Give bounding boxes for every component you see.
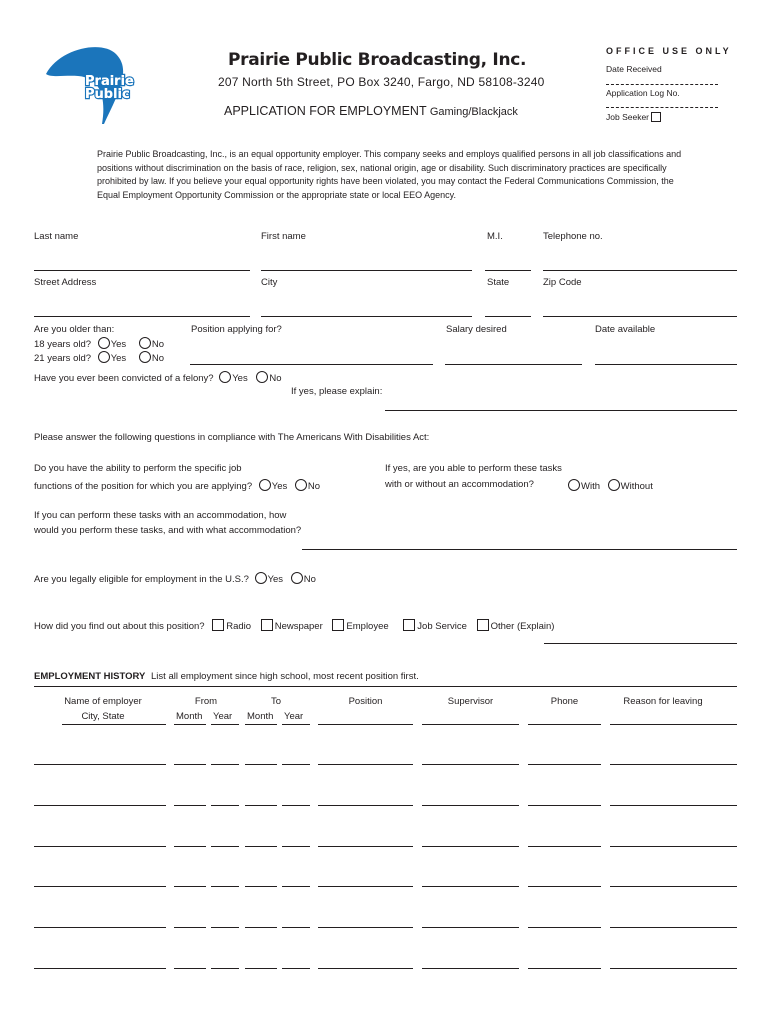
source-radio-label: Radio (226, 621, 252, 632)
hdr-rule-to-month (245, 724, 277, 725)
age21-label: 21 years old? (34, 353, 92, 364)
employment-row-3-to-year-field[interactable] (282, 846, 310, 847)
office-use-heading: OFFICE USE ONLY (606, 46, 732, 56)
col-position: Position (348, 696, 383, 707)
ada-q3-line2: would you perform these tasks, and with what accommodation? (34, 525, 302, 536)
eligible-no-radio[interactable] (291, 572, 303, 584)
hdr-rule-from-month (174, 724, 206, 725)
employment-row-5-phone-field[interactable] (528, 927, 601, 928)
employment-subheading: List all employment since high school, most recent position first. (151, 671, 419, 682)
employment-row-2-to-month-field[interactable] (245, 805, 277, 806)
age18-yes-label: Yes (110, 339, 127, 350)
employment-row-6-to-year-field[interactable] (282, 968, 310, 969)
employment-row-2-supervisor-field[interactable] (422, 805, 519, 806)
age21-yes-radio[interactable] (98, 351, 110, 363)
employment-row-1-employer-field[interactable] (34, 764, 166, 765)
date-available-label: Date available (595, 324, 656, 335)
ada-q1-row (34, 479, 320, 492)
employment-row-1-to-year-field[interactable] (282, 764, 310, 765)
org-name: Prairie Public Broadcasting, Inc. (228, 50, 527, 70)
state-field[interactable] (485, 316, 531, 317)
ada-q2-without-label: Without (620, 481, 653, 492)
employment-row-3-reason-field[interactable] (610, 846, 737, 847)
ada-q3-line1: If you can perform these tasks with an accommodation, how (34, 510, 287, 521)
app-log-field[interactable] (606, 107, 718, 108)
employment-row-4-from-month-field[interactable] (174, 886, 206, 887)
source-newspaper-checkbox[interactable] (261, 619, 273, 631)
source-jobservice-label: Job Service (417, 621, 467, 632)
eligible-yes-label: Yes (267, 574, 284, 585)
application-title (224, 104, 518, 118)
felony-row (34, 371, 282, 384)
felony-yes-label: Yes (232, 373, 248, 384)
ada-q1-no-radio[interactable] (295, 479, 307, 491)
employment-row-6-employer-field[interactable] (34, 968, 166, 969)
first-name-label: First name (261, 231, 306, 242)
felony-no-radio[interactable] (256, 371, 268, 383)
hdr-rule-employer (62, 724, 166, 725)
employment-heading-row (34, 671, 419, 682)
older-than-label: Are you older than: (34, 324, 115, 335)
employment-row-1-reason-field[interactable] (610, 764, 737, 765)
ada-q2-line1: If yes, are you able to perform these tasks (385, 463, 562, 474)
employment-row-1-supervisor-field[interactable] (422, 764, 519, 765)
employment-row-6-phone-field[interactable] (528, 968, 601, 969)
eligible-no-label: No (303, 574, 316, 585)
age21-no-radio[interactable] (139, 351, 151, 363)
employment-row-6-to-month-field[interactable] (245, 968, 277, 969)
employment-row-1-position-field[interactable] (318, 764, 413, 765)
hdr-rule-position (318, 724, 413, 725)
col-to-month: Month (247, 711, 274, 722)
employment-row-5-from-year-field[interactable] (211, 927, 239, 928)
age18-yes-radio[interactable] (98, 337, 110, 349)
col-employer-line1: Name of employer (64, 696, 142, 707)
employment-row-3-position-field[interactable] (318, 846, 413, 847)
ada-q1-yes-label: Yes (271, 481, 288, 492)
col-employer (34, 696, 172, 722)
source-other-field[interactable] (544, 643, 737, 644)
employment-row-6-reason-field[interactable] (610, 968, 737, 969)
felony-explain-field[interactable] (385, 410, 737, 411)
ada-q2-with-radio[interactable] (568, 479, 580, 491)
employment-row-5-supervisor-field[interactable] (422, 927, 519, 928)
app-title-main: APPLICATION FOR EMPLOYMENT (224, 104, 427, 118)
hdr-rule-from-year (211, 724, 239, 725)
salary-label: Salary desired (446, 324, 507, 335)
employment-heading-rule (34, 686, 737, 687)
employment-row-2-to-year-field[interactable] (282, 805, 310, 806)
hdr-rule-reason (610, 724, 737, 725)
hdr-rule-supervisor (422, 724, 519, 725)
date-available-field[interactable] (595, 364, 737, 365)
employment-row-1-phone-field[interactable] (528, 764, 601, 765)
ada-q1-no-label: No (307, 481, 321, 492)
age18-label: 18 years old? (34, 339, 92, 350)
eligible-row (34, 572, 316, 585)
ada-q2-line2: with or without an accommodation? (385, 479, 534, 490)
employment-row-2-from-year-field[interactable] (211, 805, 239, 806)
job-seeker-checkbox[interactable] (651, 112, 661, 122)
col-from-year: Year (213, 711, 233, 722)
mi-field[interactable] (485, 270, 531, 271)
employment-heading: EMPLOYMENT HISTORY (34, 671, 146, 682)
employment-row-5-to-month-field[interactable] (245, 927, 277, 928)
logo (40, 44, 150, 126)
col-from: From (194, 696, 218, 707)
employment-row-1-to-month-field[interactable] (245, 764, 277, 765)
ada-q2-with-label: With (581, 481, 600, 492)
hdr-rule-to-year (282, 724, 310, 725)
col-to: To (270, 696, 282, 707)
col-to-year: Year (284, 711, 304, 722)
employment-row-5-from-month-field[interactable] (174, 927, 206, 928)
employment-row-1-from-year-field[interactable] (211, 764, 239, 765)
ada-q1-line1: Do you have the ability to perform the specific job (34, 463, 242, 474)
logo-line2: Public (85, 87, 130, 102)
ada-q3-field[interactable] (302, 549, 737, 550)
employment-row-2-position-field[interactable] (318, 805, 413, 806)
employment-row-4-supervisor-field[interactable] (422, 886, 519, 887)
employment-row-5-to-year-field[interactable] (282, 927, 310, 928)
felony-no-label: No (269, 373, 282, 384)
employment-row-3-supervisor-field[interactable] (422, 846, 519, 847)
employment-row-3-employer-field[interactable] (34, 846, 166, 847)
ada-q2-without-radio[interactable] (608, 479, 620, 491)
age18-row (34, 337, 164, 350)
first-name-field[interactable] (261, 270, 472, 271)
employment-row-4-employer-field[interactable] (34, 886, 166, 887)
col-phone: Phone (550, 696, 579, 707)
source-radio-checkbox[interactable] (212, 619, 224, 631)
eeo-statement: Prairie Public Broadcasting, Inc., is an equal opportunity employer. This company seeks and employs qualified persons in all job classifications and positions without discrimination on the basis of race, religion, sex, national origin, age or disability. Such discriminatory practices are specifically prohibited by law. If you believe your equal opportunity rights have been violated, you may contact the Federal Communications Commission, the Equal Employment Opportunity Commission or the appropriate state or local EEO Agency. (97, 149, 682, 200)
source-row (34, 619, 554, 632)
zip-label: Zip Code (543, 277, 582, 288)
salary-field[interactable] (445, 364, 582, 365)
col-employer-line2: City, State (81, 711, 125, 722)
telephone-label: Telephone no. (543, 231, 603, 242)
org-address: 207 North 5th Street, PO Box 3240, Fargo, ND 58108-3240 (218, 75, 545, 89)
employment-row-6-supervisor-field[interactable] (422, 968, 519, 969)
city-label: City (261, 277, 278, 288)
position-field[interactable] (190, 364, 433, 365)
col-from-month: Month (176, 711, 203, 722)
employment-row-6-from-year-field[interactable] (211, 968, 239, 969)
employment-row-4-phone-field[interactable] (528, 886, 601, 887)
hdr-rule-phone (528, 724, 601, 725)
employment-row-3-to-month-field[interactable] (245, 846, 277, 847)
state-label: State (487, 277, 510, 288)
employment-row-4-reason-field[interactable] (610, 886, 737, 887)
logo-line1: Prairie (85, 74, 134, 89)
age18-no-label: No (151, 339, 164, 350)
employment-row-2-employer-field[interactable] (34, 805, 166, 806)
col-supervisor: Supervisor (447, 696, 494, 707)
street-label: Street Address (34, 277, 97, 288)
employment-row-6-position-field[interactable] (318, 968, 413, 969)
employment-row-5-employer-field[interactable] (34, 927, 166, 928)
employment-row-3-from-month-field[interactable] (174, 846, 206, 847)
ada-intro: Please answer the following questions in compliance with The Americans With Disabilities Act: (34, 432, 430, 443)
employment-row-4-position-field[interactable] (318, 886, 413, 887)
ada-q2-options (568, 479, 653, 492)
date-received-field[interactable] (606, 84, 718, 85)
source-question: How did you find out about this position? (34, 621, 205, 632)
date-received-label: Date Received (606, 64, 662, 74)
felony-yes-radio[interactable] (219, 371, 231, 383)
employment-row-3-phone-field[interactable] (528, 846, 601, 847)
app-log-label: Application Log No. (606, 88, 680, 98)
position-label: Position applying for? (191, 324, 282, 335)
col-reason: Reason for leaving (623, 696, 703, 707)
employment-row-6-from-month-field[interactable] (174, 968, 206, 969)
age21-no-label: No (151, 353, 164, 364)
employment-row-4-to-year-field[interactable] (282, 886, 310, 887)
employment-row-2-from-month-field[interactable] (174, 805, 206, 806)
employment-row-5-reason-field[interactable] (610, 927, 737, 928)
age21-yes-label: Yes (110, 353, 127, 364)
employment-row-4-to-month-field[interactable] (245, 886, 277, 887)
source-newspaper-label: Newspaper (274, 621, 323, 632)
last-name-field[interactable] (34, 270, 250, 271)
employment-row-3-from-year-field[interactable] (211, 846, 239, 847)
employment-row-1-from-month-field[interactable] (174, 764, 206, 765)
explain-label: If yes, please explain: (291, 386, 383, 397)
city-field[interactable] (261, 316, 472, 317)
age21-row (34, 351, 164, 364)
employment-row-4-from-year-field[interactable] (211, 886, 239, 887)
source-other-label: Other (Explain) (490, 621, 555, 632)
employment-row-2-phone-field[interactable] (528, 805, 601, 806)
source-other-checkbox[interactable] (477, 619, 489, 631)
job-seeker-row (606, 112, 663, 122)
app-title-sub: Gaming/Blackjack (429, 106, 518, 118)
street-field[interactable] (34, 316, 250, 317)
eligible-label: Are you legally eligible for employment in the U.S.? (34, 574, 249, 585)
employment-row-2-reason-field[interactable] (610, 805, 737, 806)
age18-no-radio[interactable] (139, 337, 151, 349)
source-employee-label: Employee (346, 621, 389, 632)
last-name-label: Last name (34, 231, 79, 242)
telephone-field[interactable] (543, 270, 737, 271)
source-employee-checkbox[interactable] (332, 619, 344, 631)
job-seeker-label: Job Seeker (606, 112, 649, 122)
felony-label: Have you ever been convicted of a felony? (34, 373, 214, 384)
eligible-yes-radio[interactable] (255, 572, 267, 584)
mi-label: M.I. (487, 231, 503, 242)
employment-row-5-position-field[interactable] (318, 927, 413, 928)
ada-q1-yes-radio[interactable] (259, 479, 271, 491)
zip-field[interactable] (543, 316, 737, 317)
source-jobservice-checkbox[interactable] (403, 619, 415, 631)
ada-q1-line2: functions of the position for which you are applying? (34, 481, 253, 492)
